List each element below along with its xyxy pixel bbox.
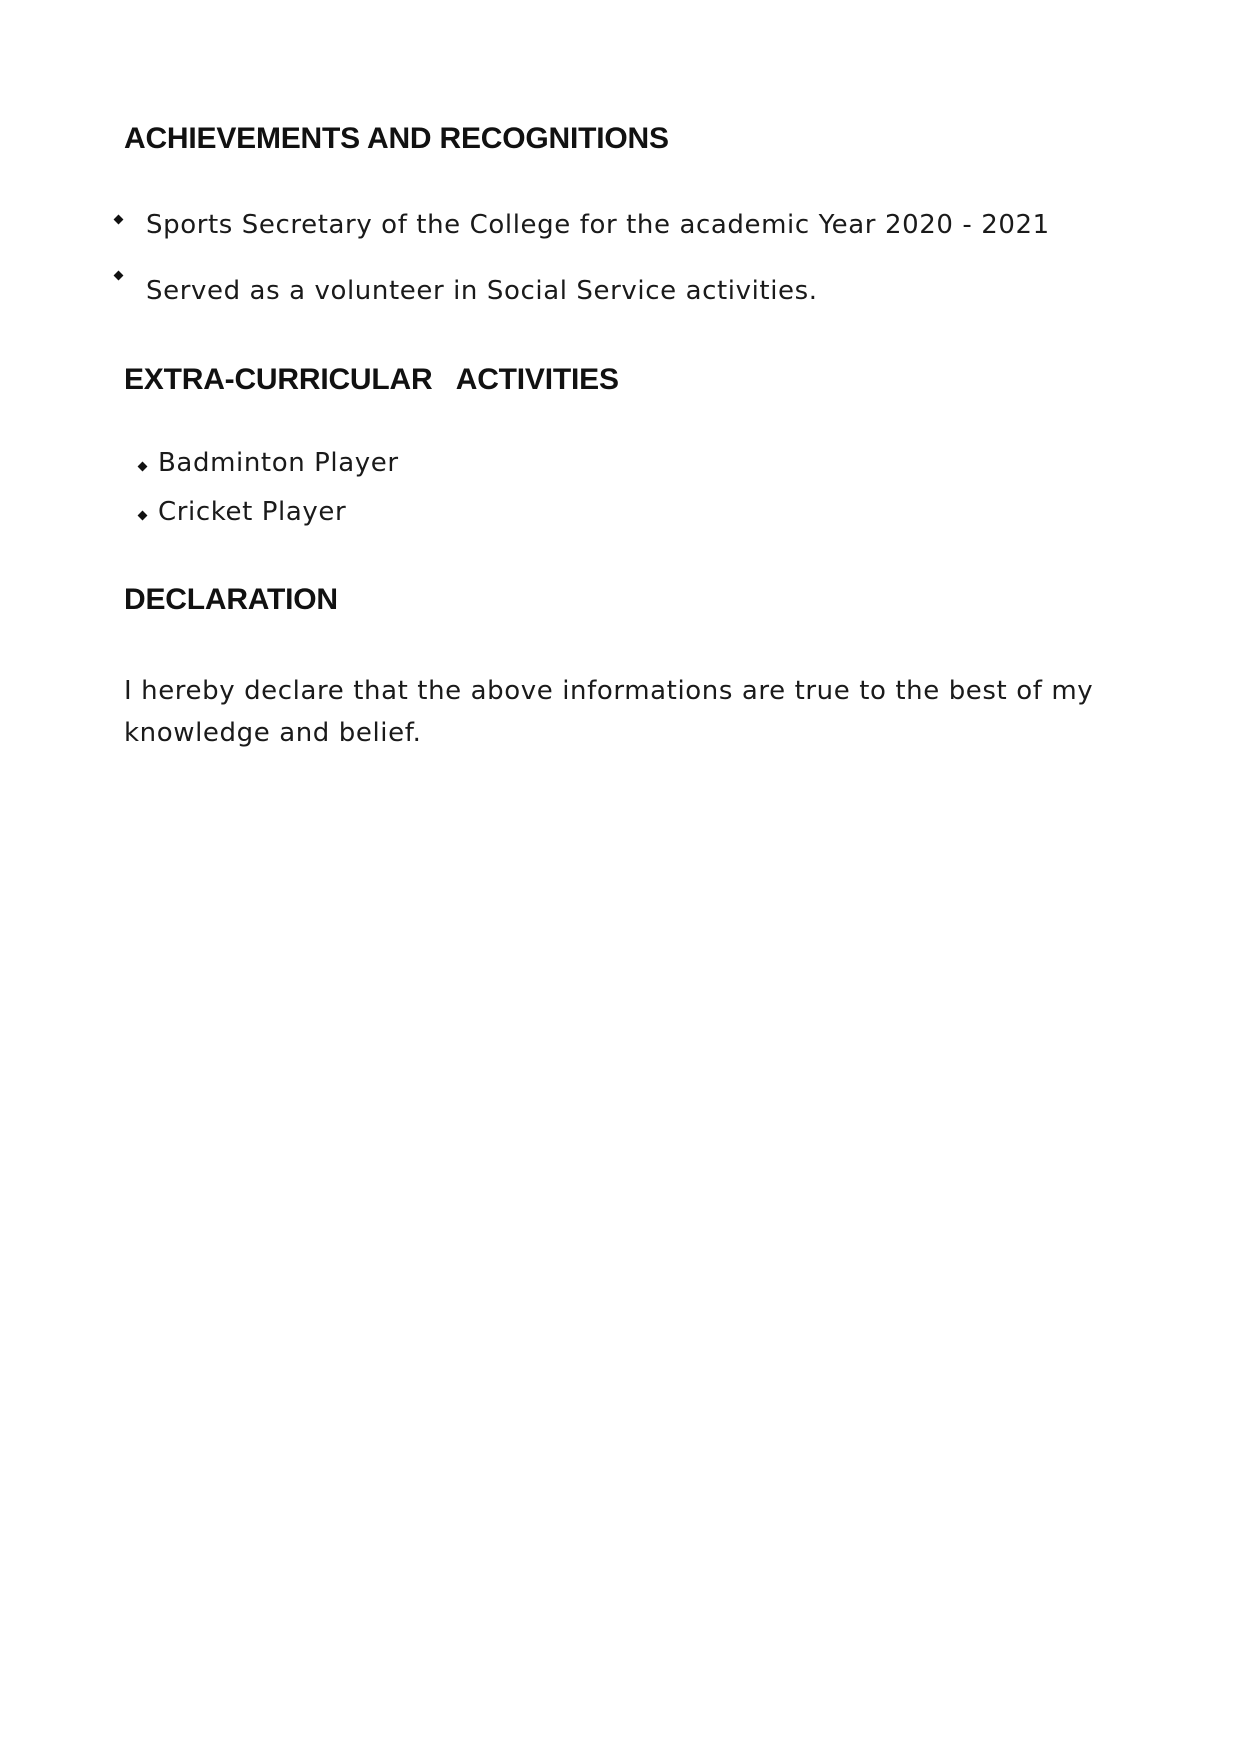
achievement-item: Sports Secretary of the College for the academic Year 2020 - 2021 bbox=[146, 210, 1050, 240]
declaration-text: I hereby declare that the above informations are true to the best of my knowledge and belief. bbox=[124, 676, 1094, 748]
extracurricular-heading: EXTRA-CURRICULAR ACTIVITIES bbox=[124, 363, 619, 396]
achievement-item: Served as a volunteer in Social Service activities. bbox=[146, 276, 818, 306]
bullet-diamond-icon bbox=[114, 271, 124, 281]
activity-item: Cricket Player bbox=[158, 497, 347, 527]
bullet-diamond-icon bbox=[138, 511, 148, 521]
declaration-heading: DECLARATION bbox=[124, 583, 338, 616]
bullet-diamond-icon bbox=[138, 462, 148, 472]
achievements-heading: ACHIEVEMENTS AND RECOGNITIONS bbox=[124, 122, 669, 155]
bullet-diamond-icon bbox=[114, 215, 124, 225]
activity-item: Badminton Player bbox=[158, 448, 399, 478]
